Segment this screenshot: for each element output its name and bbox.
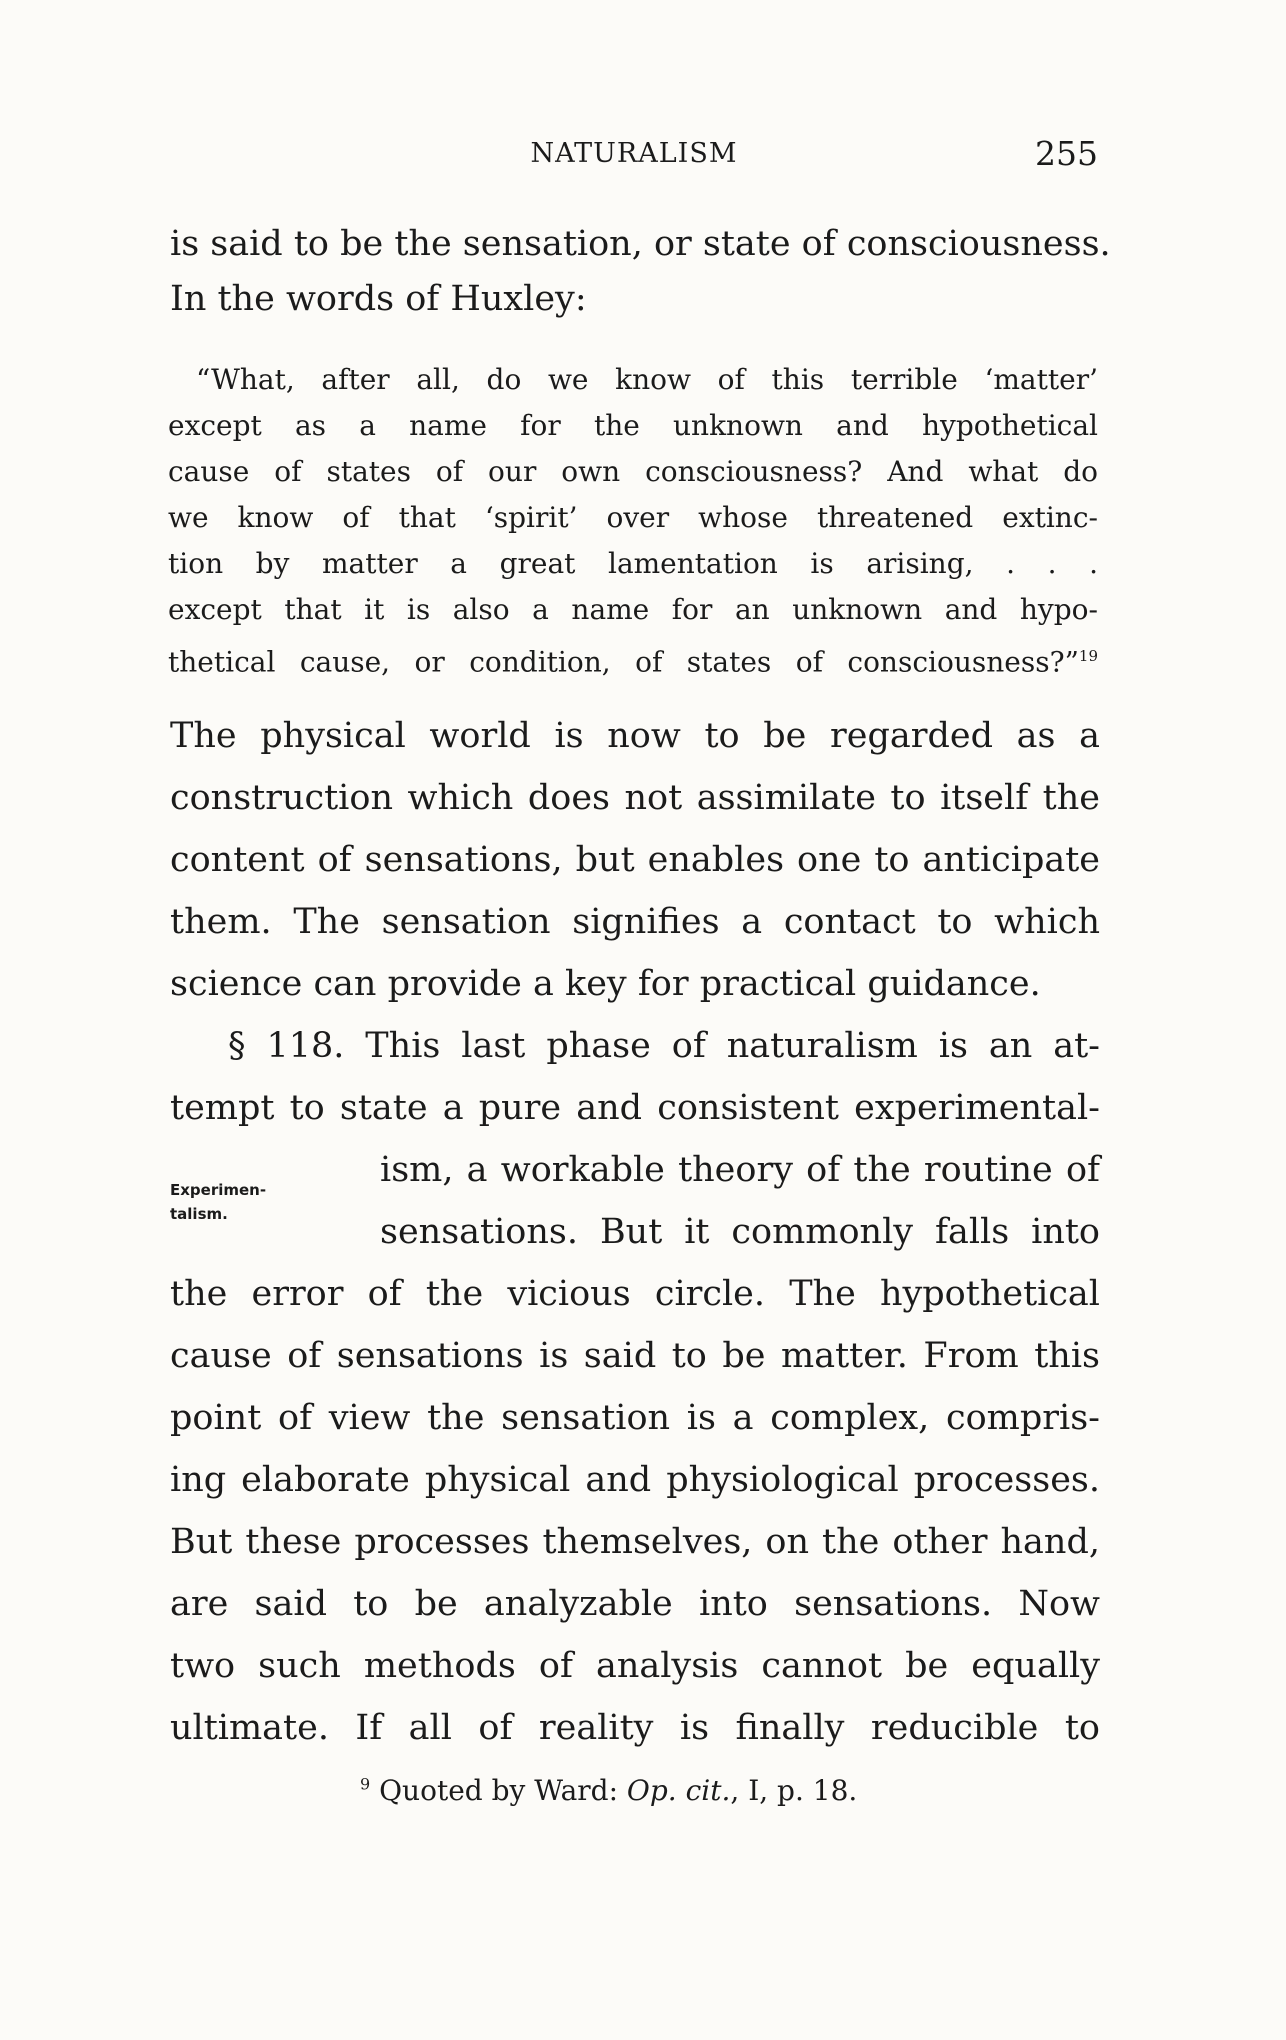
text-line: In the words of Huxley: [170,279,587,319]
quote-line: “What, after all, do we know of this terrible ‘matter’ [196,363,1098,396]
margin-note-line: Experimen- [170,1181,267,1199]
footnote-marker: 9 [360,1774,371,1794]
page-number: 255 [1035,134,1098,173]
quote-line: cause of states of our own consciousness? And what do [168,455,1098,488]
quote-last-line [168,638,1098,680]
text-line: ultimate. If all of reality is finally reducible to [170,1708,1100,1748]
text-line: sensations. But it commonly falls into [380,1212,1100,1252]
quote-line: tion by matter a great lamentation is arising, . . . [168,547,1098,580]
text-line: But these processes themselves, on the other hand, [170,1522,1100,1562]
quote-line: we know of that ‘spirit’ over whose threatened extinc- [168,501,1098,534]
footnote-text-end: , I, p. 18. [730,1774,858,1807]
page-header [170,134,1098,178]
text-line: two such methods of analysis cannot be equally [170,1646,1100,1686]
text-line: is said to be the sensation, or state of consciousness. [170,224,1111,264]
text-line: content of sensations, but enables one to anticipate [170,840,1100,880]
footnote-ref: 19 [1078,647,1098,665]
text-line: ing elaborate physical and physiological processes. [170,1460,1100,1500]
text-line: the error of the vicious circle. The hypothetical [170,1274,1100,1314]
text-line: The physical world is now to be regarded as a [170,716,1100,756]
text-line: cause of sensations is said to be matter. From this [170,1336,1100,1376]
quote-line: except as a name for the unknown and hypothetical [168,409,1098,442]
text-line: them. The sensation signifies a contact to which [170,902,1100,942]
quote-line: thetical cause, or condition, of states of consciousness?” [168,645,1079,679]
text-line: ism, a workable theory of the routine of [380,1150,1100,1190]
text-line: tempt to state a pure and consistent experimental- [170,1088,1100,1128]
footnote [360,1774,1060,1807]
text-line: are said to be analyzable into sensations. Now [170,1584,1100,1624]
text-line: science can provide a key for practical guidance. [170,964,1041,1004]
footnote-text: Quoted by Ward: [379,1774,627,1807]
text-line: construction which does not assimilate to itself the [170,778,1100,818]
text-line: point of view the sensation is a complex, compris- [170,1398,1100,1438]
margin-note-line: talism. [170,1205,228,1223]
running-title: NATURALISM [530,138,738,169]
margin-note [170,1178,360,1226]
section-118-start: § 118. This last phase of naturalism is an at- [228,1026,1100,1066]
footnote-italic: Op. cit. [626,1774,731,1807]
quote-line: except that it is also a name for an unknown and hypo- [168,593,1098,626]
